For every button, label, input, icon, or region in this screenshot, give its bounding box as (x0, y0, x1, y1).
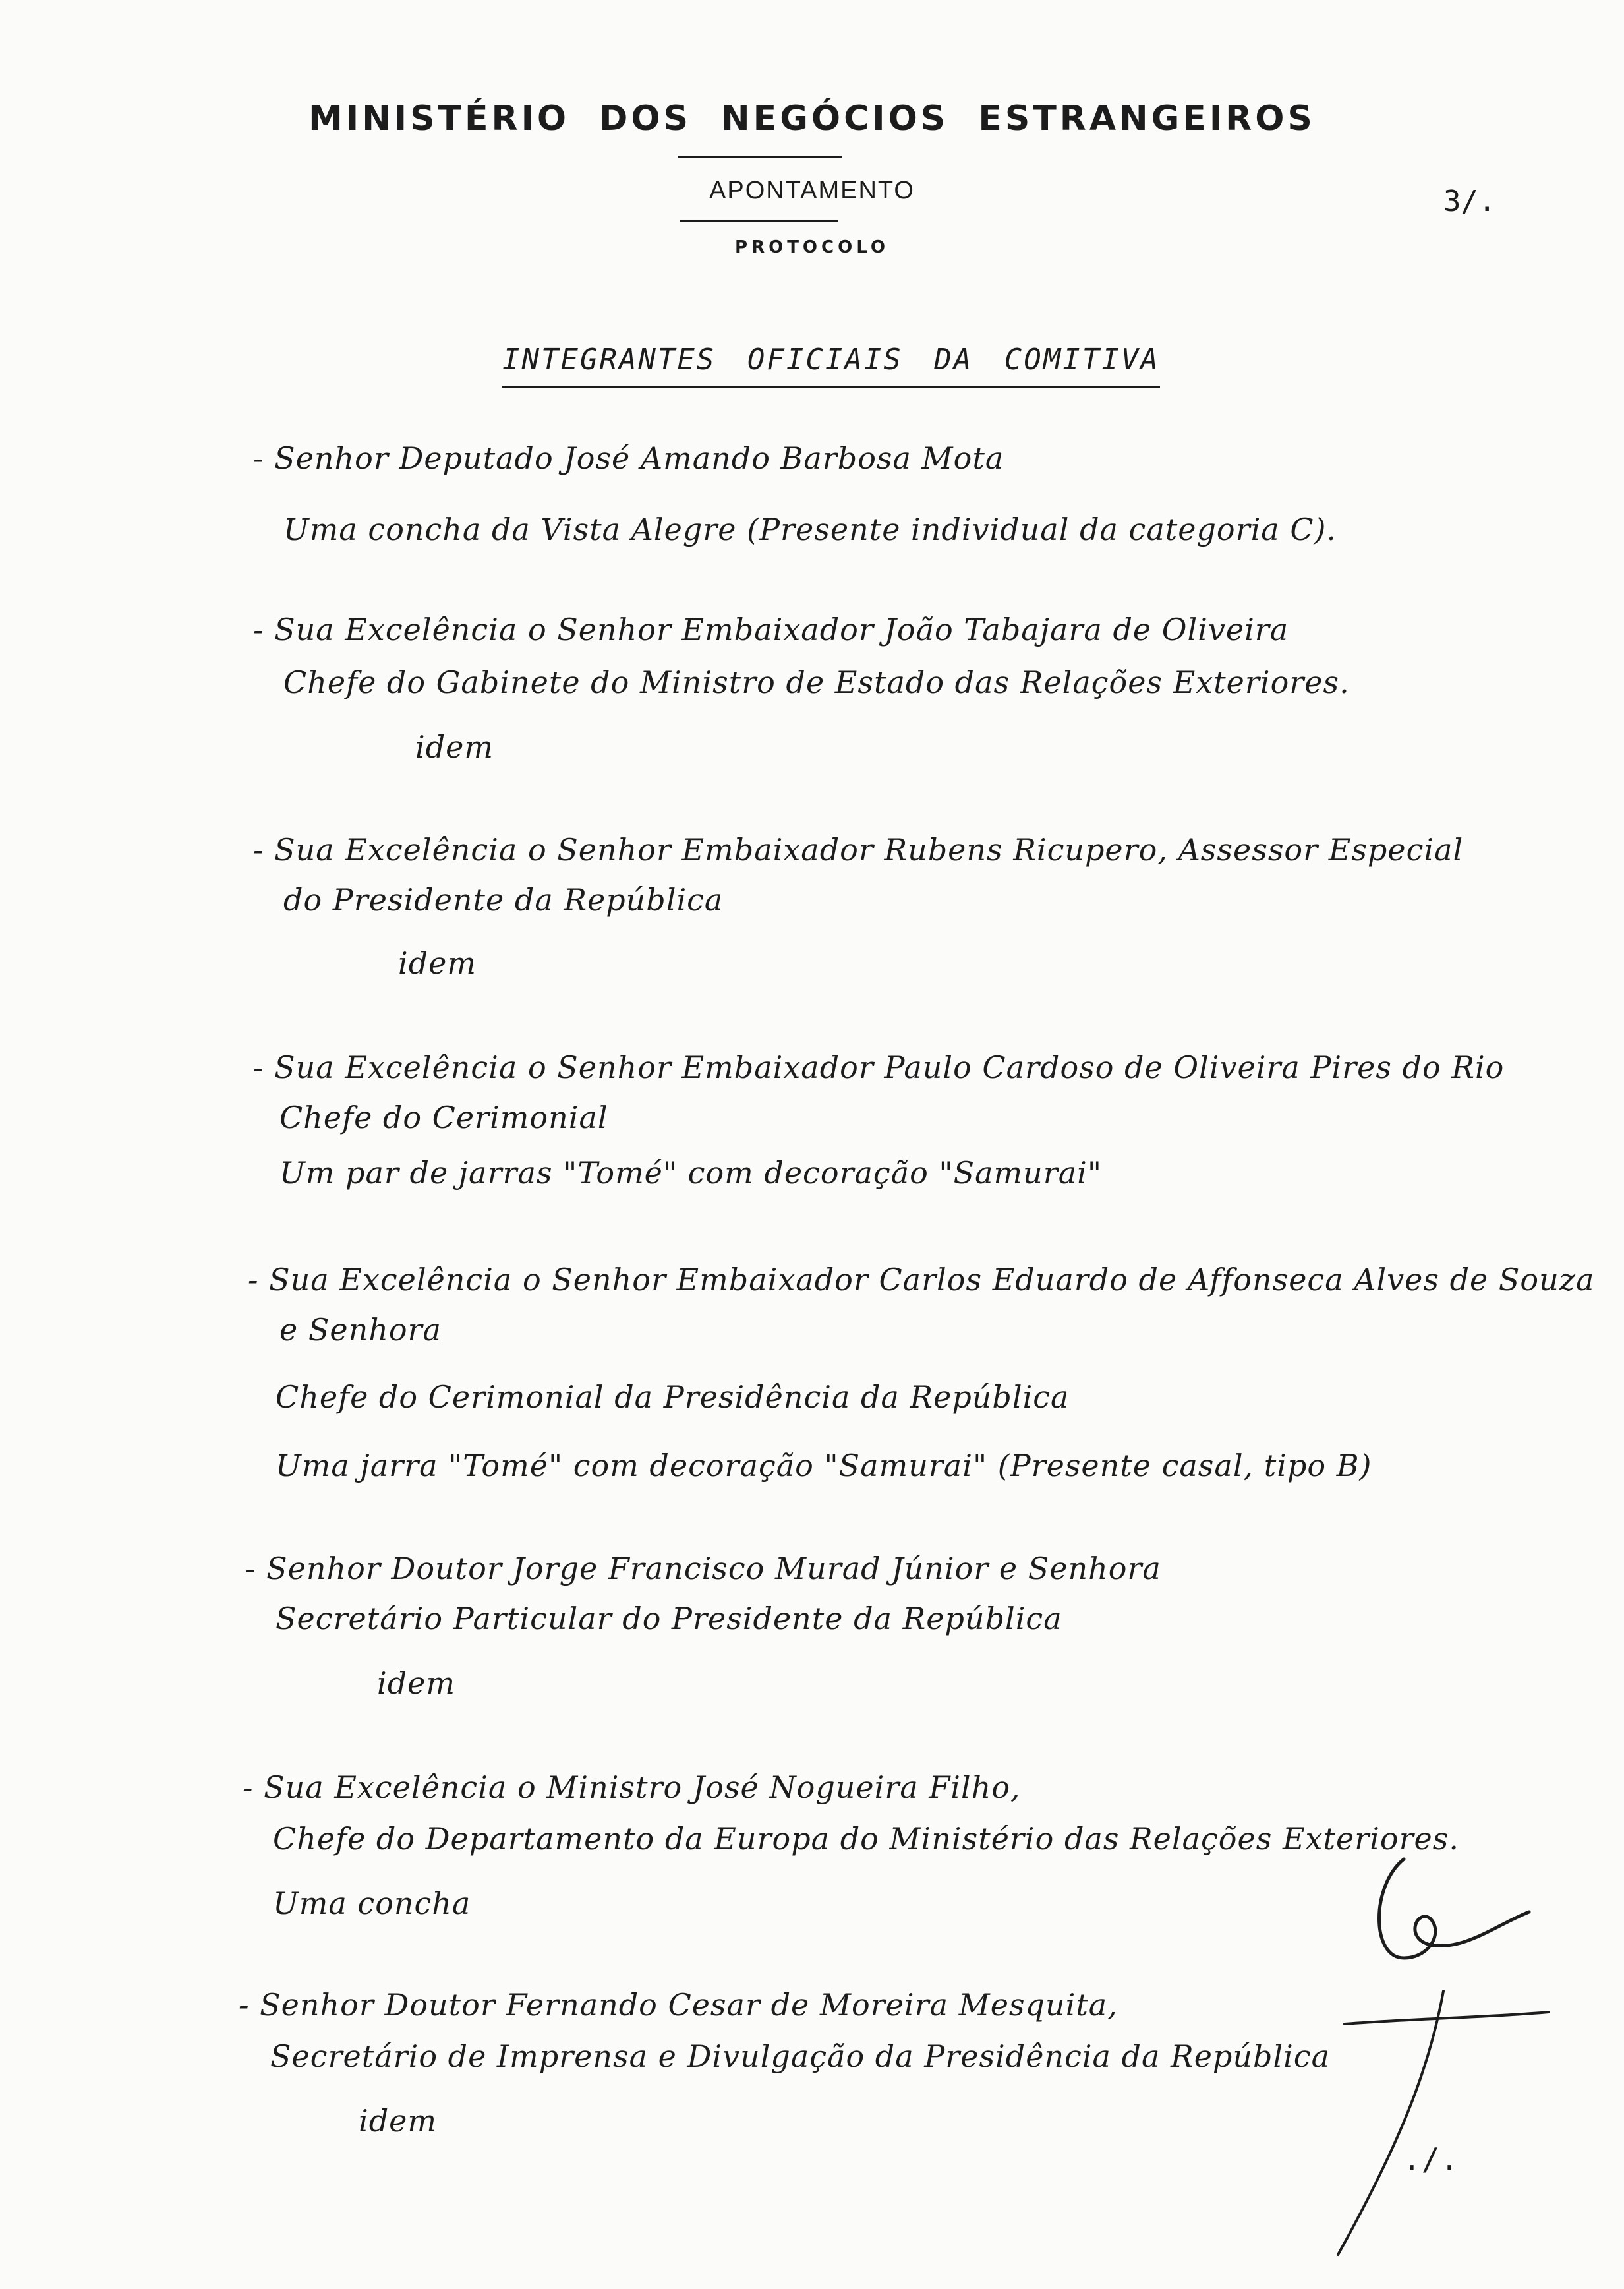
entry-5-name: - Sua Excelência o Senhor Embaixador Carlos Eduardo de Affonseca Alves de Souza (248, 1262, 1595, 1297)
entry-6-name: - Senhor Doutor Jorge Francisco Murad Júnior e Senhora (245, 1551, 1161, 1586)
entry-4-role: Chefe do Cerimonial (279, 1100, 608, 1135)
entry-3-gift: idem (398, 945, 477, 981)
entry-2-role: Chefe do Gabinete do Ministro de Estado das Relações Exteriores. (283, 665, 1350, 700)
entry-5-gift: Uma jarra "Tomé" com decoração "Samurai" (Presente casal, tipo B) (276, 1448, 1372, 1483)
document-title: INTEGRANTES OFICIAIS DA COMITIVA (502, 343, 1160, 388)
entry-7-name: - Sua Excelência o Ministro José Nogueira Filho, (243, 1769, 1021, 1805)
entry-4-gift: Um par de jarras "Tomé" com decoração "Samurai" (279, 1155, 1103, 1191)
entry-5-role: Chefe do Cerimonial da Presidência da República (276, 1379, 1070, 1415)
entry-1-gift: Uma concha da Vista Alegre (Presente individual da categoria C). (283, 512, 1337, 547)
heading-rule (678, 156, 842, 158)
entry-2-name: - Sua Excelência o Senhor Embaixador João Tabajara de Oliveira (253, 612, 1289, 647)
entry-7-gift: Uma concha (273, 1886, 471, 1921)
entry-3-role: do Presidente da República (283, 882, 724, 918)
entry-5-name-cont: e Senhora (279, 1312, 442, 1348)
handwritten-signature (1331, 1846, 1582, 2268)
entry-2-gift: idem (415, 729, 494, 765)
entry-1-name: - Senhor Deputado José Amando Barbosa Mota (253, 440, 1004, 476)
entry-3-name: - Sua Excelência o Senhor Embaixador Rubens Ricupero, Assessor Especial (253, 832, 1464, 868)
entry-4-name: - Sua Excelência o Senhor Embaixador Paulo Cardoso de Oliveira Pires do Rio (253, 1050, 1505, 1085)
ministry-heading: MINISTÉRIO DOS NEGÓCIOS ESTRANGEIROS (308, 99, 1316, 138)
entry-7-role: Chefe do Departamento da Europa do Ministério das Relações Exteriores. (273, 1821, 1460, 1857)
apontamento-rule (680, 220, 838, 222)
page-number: 3/. (1443, 185, 1496, 218)
apontamento-label: APONTAMENTO (709, 177, 915, 204)
protocolo-label: PROTOCOLO (735, 237, 889, 257)
continuation-mark: ./. (1403, 2141, 1460, 2177)
entry-8-gift: idem (359, 2103, 437, 2139)
entry-8-role: Secretário de Imprensa e Divulgação da Presidência da República (270, 2038, 1331, 2074)
entry-8-name: - Senhor Doutor Fernando Cesar de Moreira Mesquita, (239, 1987, 1118, 2023)
entry-6-role: Secretário Particular do Presidente da República (276, 1601, 1062, 1636)
entry-6-gift: idem (377, 1665, 455, 1701)
